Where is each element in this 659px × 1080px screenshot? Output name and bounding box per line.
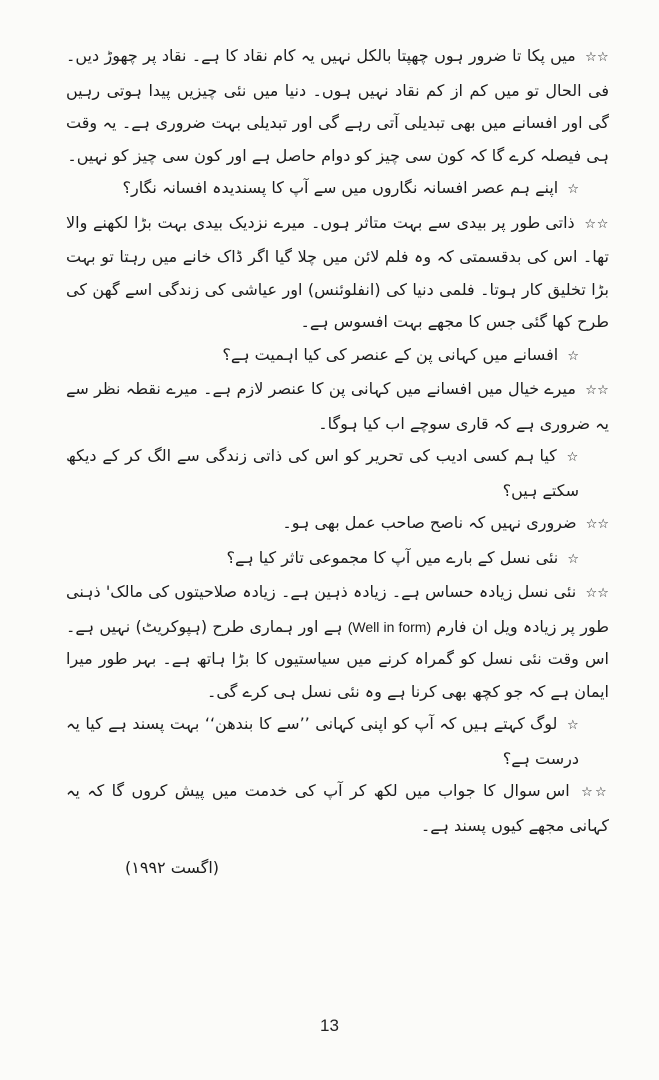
question-paragraph: [66, 172, 609, 207]
answer-paragraph: [66, 40, 609, 172]
double-star-icon: ☆☆: [584, 216, 609, 232]
english-term: (Well in form): [347, 618, 432, 635]
page-number: 13: [320, 1016, 339, 1035]
paragraph-text: اس سوال کا جواب میں لکھ کر آپ کی خدمت میں پیش کروں گا کہ یہ کہانی مجھے کیوں پسند ہے۔: [66, 781, 609, 835]
question-paragraph: [66, 440, 609, 507]
paragraph-text: ہے اور ہماری طرح (ہپوکریٹ) نہیں ہے۔ اس وقت نئی نسل کو گمراہ کرنے میں سیاستیوں کا بڑا ہاتھ ہے۔ بہر طور میرا ایمان ہے کہ جو کچھ بھی کرنا ہے وہ نئی نسل ہی کرے گی۔: [66, 616, 609, 701]
answer-paragraph: [66, 775, 609, 842]
star-icon: ☆: [566, 450, 579, 465]
question-paragraph: [66, 542, 609, 577]
paragraph-text: اپنے ہم عصر افسانہ نگاروں میں سے آپ کا پسندیدہ افسانہ نگار؟: [122, 178, 559, 197]
star-icon: ☆: [566, 718, 579, 733]
answer-paragraph: [66, 576, 609, 708]
answer-paragraph: [66, 373, 609, 440]
star-icon: ☆: [567, 348, 579, 364]
paragraph-text: میں پکا تا ضرور ہوں چھپتا بالکل نہیں یہ کام نقاد کا ہے۔ نقاد پر چھوڑ دیں۔ فی الحال تو میں کم از کم نقاد نہیں ہوں۔ دنیا میں نئی چیزیں پیدا ہوتی رہیں گی اور افسانے میں بھی تبدیلی آتی رہے گی اور تبدیلی بہت ضروری ہے۔ یہ وقت ہی فیصلہ کرے گا کہ کون سی چیز کو دوام حاصل ہے اور کون سی چیز کو نہیں۔: [66, 46, 609, 165]
paragraph-text: نئی نسل زیادہ حساس ہے۔ زیادہ ذہین ہے۔ زیادہ صلاحیتوں کی مالک' ذہنی طور پر زیادہ ویل ان فارم: [66, 582, 610, 636]
double-star-icon: ☆☆: [581, 785, 609, 800]
paragraph-text: ضروری نہیں کہ ناصح صاحب عمل بھی ہو۔: [282, 513, 577, 532]
question-paragraph: [66, 708, 609, 775]
double-star-icon: ☆☆: [585, 383, 609, 398]
interview-text: [66, 40, 609, 842]
answer-paragraph: [66, 507, 609, 542]
paragraph-text: افسانے میں کہانی پن کے عنصر کی کیا اہمیت ہے؟: [222, 344, 559, 364]
double-star-icon: ☆☆: [585, 517, 609, 532]
double-star-icon: ☆☆: [585, 50, 609, 65]
paragraph-text: لوگ کہتے ہیں کہ آپ کو اپنی کہانی ’’سے کا بندھن‘‘ بہت پسند ہے کیا یہ درست ہے؟: [66, 714, 579, 768]
star-icon: ☆: [567, 182, 579, 197]
question-paragraph: [66, 339, 609, 374]
paragraph-text: کیا ہم کسی ادیب کی تحریر کو اس کی ذاتی زندگی سے الگ کر کے دیکھ سکتے ہیں؟: [66, 446, 579, 500]
paragraph-text: ذاتی طور پر بیدی سے بہت متاثر ہوں۔ میرے نزدیک بیدی بہت بڑا لکھنے والا تھا۔ اس کی بدقسمتی کہ وہ فلم لائن میں چلا گیا اگر ڈاک خانے میں رہتا تو بہت بڑا تخلیق کار ہوتا۔ فلمی دنیا کی (انفلوئنس) اور عیاشی کی زندگی اسے گھن کی طرح کھا گئی جس کا مجھے بہت افسوس ہے۔: [66, 212, 609, 331]
interview-date: (اگست ۱۹۹۲): [125, 858, 219, 877]
paragraph-text: میرے خیال میں افسانے میں کہانی پن کا عنصر لازم ہے۔ میرے نقطہ نظر سے یہ ضروری ہے کہ قاری سوچے اب کیا ہوگا۔: [66, 379, 609, 433]
answer-paragraph: [66, 207, 609, 339]
star-icon: ☆: [567, 551, 579, 567]
paragraph-text: نئی نسل کے بارے میں آپ کا مجموعی تاثر کیا ہے؟: [226, 547, 559, 567]
double-star-icon: ☆☆: [585, 586, 609, 601]
